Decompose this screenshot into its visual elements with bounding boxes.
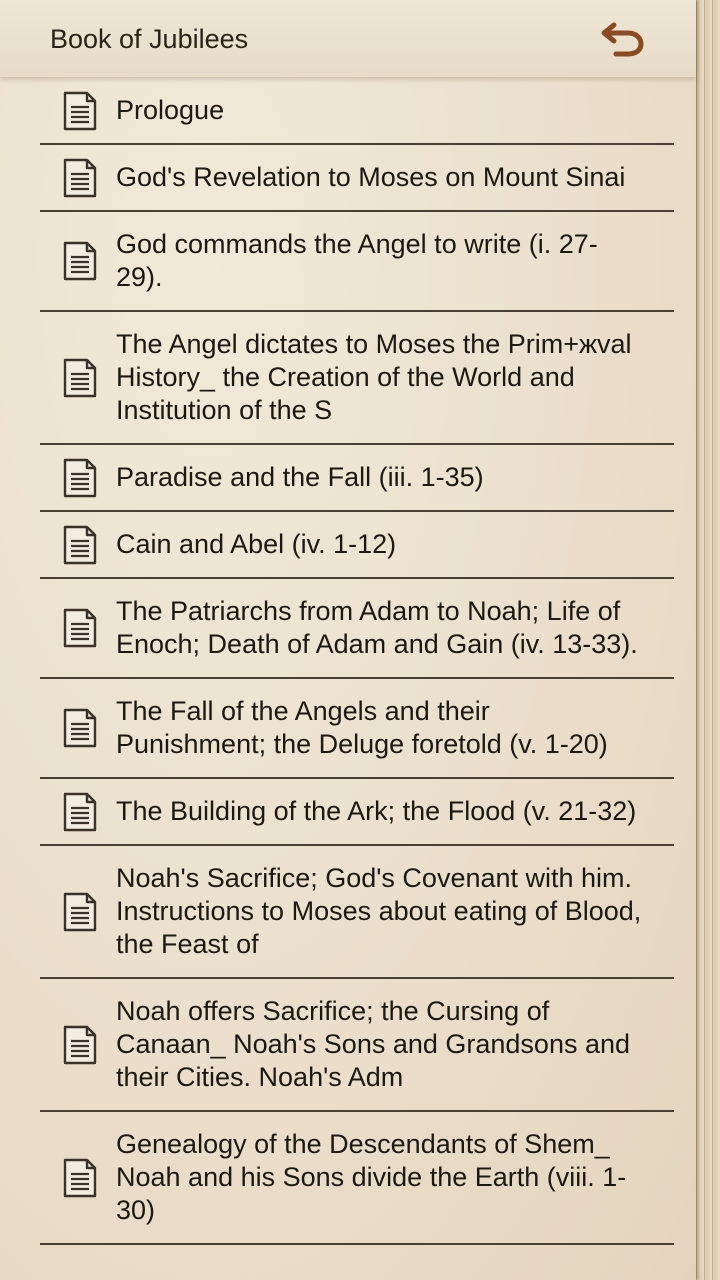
undo-arrow-icon bbox=[600, 19, 646, 59]
document-icon bbox=[40, 792, 116, 832]
list-item-label: Paradise and the Fall (iii. 1-35) bbox=[116, 462, 484, 492]
list-item-label: Prologue bbox=[116, 95, 225, 125]
document-icon bbox=[40, 458, 116, 498]
page-title: Book of Jubilees bbox=[50, 24, 249, 54]
document-icon bbox=[40, 708, 116, 748]
list-item[interactable] bbox=[40, 846, 674, 979]
list-item[interactable] bbox=[40, 579, 674, 679]
document-icon bbox=[40, 1158, 116, 1198]
list-item[interactable] bbox=[40, 312, 674, 445]
document-icon bbox=[40, 241, 116, 281]
chapter-list bbox=[0, 78, 696, 1280]
list-item-label: God's Revelation to Moses on Mount Sinai bbox=[116, 162, 626, 192]
list-item-label: The Building of the Ark; the Flood (v. 21-32) bbox=[116, 796, 637, 826]
page-edge bbox=[712, 0, 720, 1280]
list-item[interactable] bbox=[40, 445, 674, 512]
document-icon bbox=[40, 1025, 116, 1065]
document-icon bbox=[40, 525, 116, 565]
list-item[interactable] bbox=[40, 145, 674, 212]
back-button[interactable] bbox=[598, 18, 648, 60]
list-item-label: Genealogy of the Descendants of Shem_ Noah and his Sons divide the Earth (viii. 1-30) bbox=[116, 1129, 627, 1225]
list-item[interactable] bbox=[40, 779, 674, 846]
list-item-label: The Patriarchs from Adam to Noah; Life of Enoch; Death of Adam and Gain (iv. 13-33). bbox=[116, 596, 638, 659]
list-item-label: The Fall of the Angels and their Punishment; the Deluge foretold (v. 1-20) bbox=[116, 696, 608, 759]
list-item-label: Noah offers Sacrifice; the Cursing of Canaan_ Noah's Sons and Grandsons and their Cities. Noah's Adm bbox=[116, 996, 631, 1092]
document-icon bbox=[40, 608, 116, 648]
list-item[interactable] bbox=[40, 979, 674, 1112]
list-item[interactable] bbox=[40, 679, 674, 779]
document-icon bbox=[40, 158, 116, 198]
document-icon bbox=[40, 892, 116, 932]
list-item-label: Noah's Sacrifice; God's Covenant with him. Instructions to Moses about eating of Blood, the Feast of bbox=[116, 863, 642, 959]
page-edge bbox=[704, 0, 712, 1280]
list-item-label: Cain and Abel (iv. 1-12) bbox=[116, 529, 397, 559]
list-item[interactable] bbox=[40, 512, 674, 579]
list-item-label: The Angel dictates to Moses the Prim+жval History_ the Creation of the World and Institution of the S bbox=[116, 329, 632, 425]
document-icon bbox=[40, 358, 116, 398]
app-header bbox=[0, 0, 696, 78]
document-icon bbox=[40, 91, 116, 131]
page-edge bbox=[696, 0, 704, 1280]
list-item[interactable] bbox=[40, 78, 674, 145]
list-item[interactable] bbox=[40, 212, 674, 312]
list-item-label: God commands the Angel to write (i. 27-29). bbox=[116, 229, 598, 292]
list-item[interactable] bbox=[40, 1112, 674, 1245]
